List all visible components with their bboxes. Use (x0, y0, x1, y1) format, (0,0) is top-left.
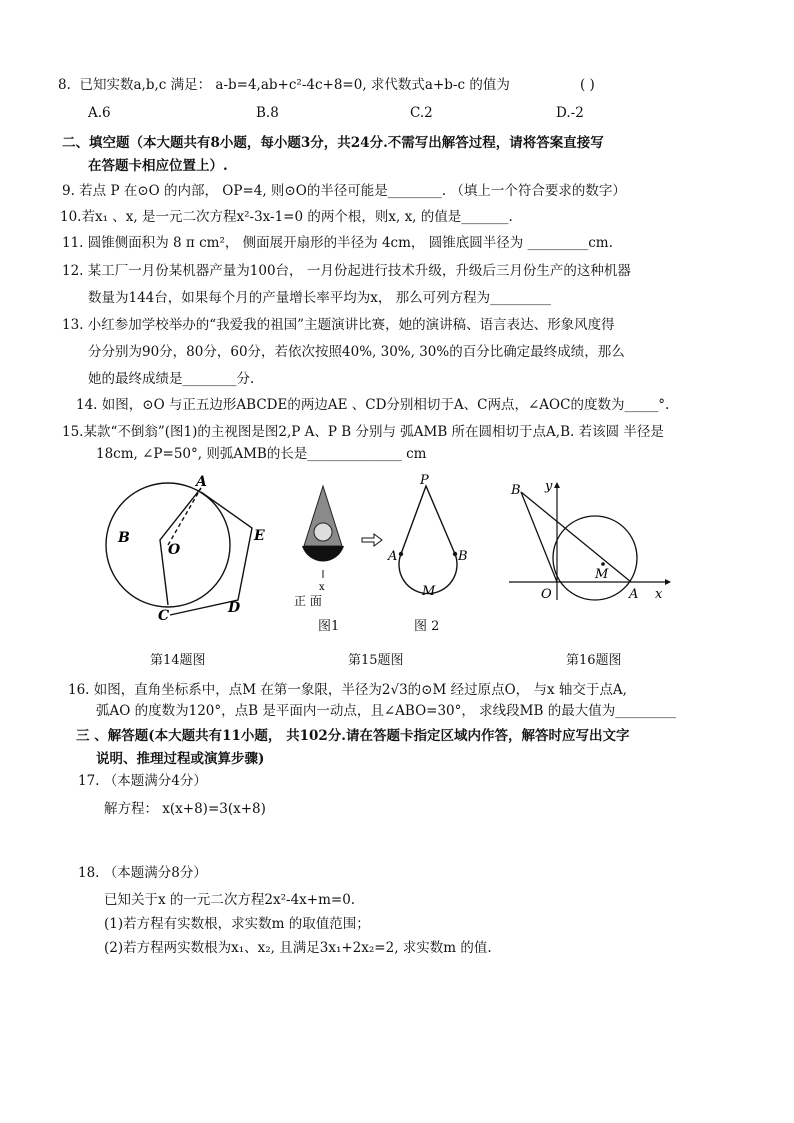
q8-option-d: D.-2 (556, 105, 584, 121)
fig15-arrow (362, 534, 382, 546)
fig14-label-d: D (228, 600, 241, 616)
fig16-label-a: A (629, 587, 639, 602)
fig14-label-c: C (158, 608, 170, 620)
q18-intro: 已知关于x 的一元二次方程2x²-4x+m=0. (104, 892, 356, 908)
fig15-label-a: A (388, 549, 398, 564)
q18-title: 18. （本题满分8分） (78, 865, 207, 881)
q8-answer-paren: ( ) (580, 77, 595, 93)
q17-body: 解方程： x(x+8)=3(x+8) (104, 801, 266, 817)
fig15-point-a (399, 552, 403, 556)
q12-line2: 数量为144台，如果每个月的产量增长率平均为x， 那么可列方程为_________ (88, 290, 551, 306)
fig14-label-o: O (168, 542, 181, 558)
q18-part2: (2)若方程两实数根为x₁、x₂, 且满足3x₁+2x₂=2, 求实数m 的值. (104, 940, 492, 956)
section2-heading-cont: 在答题卡相应位置上）. (88, 158, 228, 174)
q8-option-a: A.6 (88, 105, 111, 121)
q15-line2: 18cm, ∠P=50°, 则弧AMB的长是______________ cm (96, 446, 427, 462)
fig14-radii (160, 488, 201, 605)
q8-stem: 8. 已知实数a,b,c 满足： a-b=4,ab+c²-4c+8=0, 求代数式a+b-c 的值为 (58, 77, 510, 93)
q15-line1: 15.某款“不倒翁”(图1)的主视图是图2,P A、P B 分别与 弧AMB 所在圆相切于点A,B. 若该圆 半径是 (62, 424, 664, 440)
fig15-label-front: 正 面 (294, 594, 322, 608)
section3-heading: 三 、解答题(本大题共有11小题， 共102分.请在答题卡指定区域内作答，解答时应写出文字 (76, 728, 630, 744)
q10: 10.若x₁ 、x, 是一元二次方程x²-3x-1=0 的两个根，则x, x, 的值是_______. (60, 209, 513, 225)
fig15-label-b: B (458, 549, 468, 564)
q16-line1: 16. 如图，直角坐标系中，点M 在第一象限，半径为2√3的⊙M 经过原点O， 与x 轴交于点A, (68, 682, 627, 698)
q11: 11. 圆锥侧面积为 8 π cm²， 侧面展开扇形的半径为 4cm， 圆锥底圆半径为 _________cm. (62, 235, 613, 251)
fig15-caption: 第15题图 (348, 653, 404, 668)
fig15-teardrop (399, 486, 457, 594)
q16-line2: 弧AO 的度数为120°，点B 是平面内一动点，且∠ABO=30°， 求线段MB 的最大值为_________ (96, 703, 676, 719)
fig16-x-arrow (665, 579, 671, 585)
figure-14 (100, 470, 280, 620)
q13-line1: 13. 小红参加学校举办的“我爱我的祖国”主题演讲比赛，她的演讲稿、语言表达、形象风度得 (62, 317, 615, 333)
q9: 9. 若点 P 在⊙O 的内部， OP=4, 则⊙O的半径可能是________. （填上一个符合要求的数字） (62, 183, 626, 199)
fig16-caption: 第16题图 (566, 653, 622, 668)
fig16-label-x: x (655, 587, 663, 602)
q12-line1: 12. 某工厂一月份某机器产量为100台， 一月份起进行技术升级，升级后三月份生产的这种机器 (62, 263, 631, 279)
section2-heading: 二、填空题（本大题共有8小题，每小题3分，共24分.不需写出解答过程，请将答案直接写 (62, 135, 604, 151)
fig16-point-m (601, 562, 605, 566)
fig14-label-b: B (118, 530, 130, 546)
fig14-label-a: A (196, 474, 207, 490)
q14: 14. 如图，⊙O 与正五边形ABCDE的两边AE 、CD分别相切于A、C两点，∠AOC的度数为_____°. (76, 397, 670, 413)
fig16-bo (521, 492, 557, 582)
q13-line2: 分分别为90分，80分，60分，若依次按照40%, 30%, 30%的百分比确定最终成绩，那么 (88, 344, 625, 360)
fig15-label-m: M (422, 584, 436, 599)
fig16-label-b: B (511, 483, 521, 498)
fig16-y-arrow (554, 482, 560, 488)
fig15-point-b (453, 552, 457, 556)
fig14-oa-dashed (168, 488, 201, 545)
section3-heading-cont: 说明、推理过程或演算步骤) (96, 751, 265, 767)
fig15-caption-fig1: 图1 (318, 619, 340, 634)
figure-15 (288, 474, 488, 614)
q17-title: 17. （本题满分4分） (78, 773, 207, 789)
fig15-label-x: x (319, 582, 325, 593)
fig16-label-o: O (541, 587, 552, 602)
fig15-label-p: P (420, 474, 429, 488)
fig16-label-y: y (545, 479, 553, 494)
fig15-tumbler-base (302, 546, 344, 561)
fig14-pentagon-sides (170, 492, 252, 615)
fig16-ba (521, 492, 631, 582)
q13-line3: 她的最终成绩是________分. (88, 371, 255, 387)
fig15-caption-fig2: 图 2 (414, 619, 440, 634)
fig15-tumbler-face (314, 523, 332, 541)
fig14-caption: 第14题图 (150, 653, 206, 668)
q8-option-b: B.8 (256, 105, 279, 121)
figure-16 (505, 476, 675, 606)
fig16-label-m: M (595, 567, 609, 582)
q8-option-c: C.2 (410, 105, 433, 121)
q18-part1: (1)若方程有实数根，求实数m 的取值范围； (104, 916, 370, 932)
fig14-label-e: E (254, 528, 265, 544)
